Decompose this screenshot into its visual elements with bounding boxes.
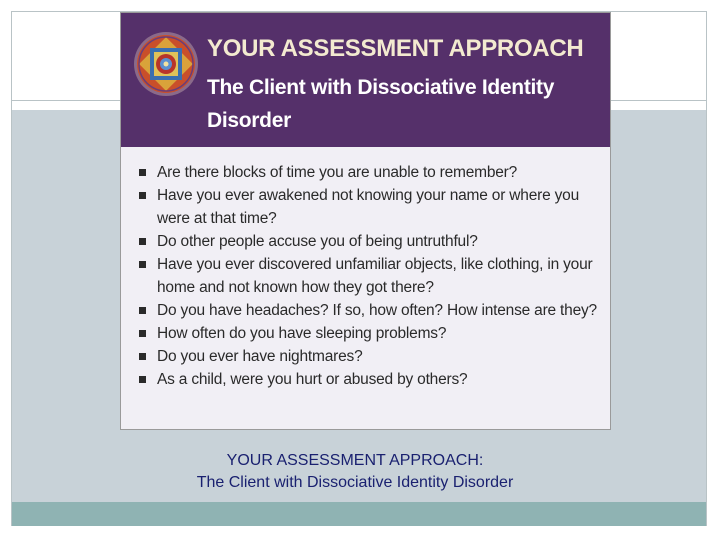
list-item (139, 322, 597, 345)
square-bullet-icon (139, 353, 146, 360)
list-item (139, 230, 597, 253)
square-bullet-icon (139, 261, 146, 268)
question-text: Do you ever have nightmares? (157, 348, 363, 365)
square-bullet-icon (139, 169, 146, 176)
question-text: Have you ever discovered unfamiliar objects, like clothing, in your home and not known how they got there? (157, 256, 593, 296)
list-item (139, 299, 597, 322)
question-list (139, 161, 597, 391)
caption-title: YOUR ASSESSMENT APPROACH: (226, 452, 484, 469)
assessment-card (120, 12, 611, 430)
list-item (139, 161, 597, 184)
list-item (139, 253, 597, 299)
square-bullet-icon (139, 376, 146, 383)
question-text: Do other people accuse you of being untruthful? (157, 233, 478, 250)
list-item (139, 345, 597, 368)
square-bullet-icon (139, 330, 146, 337)
mandala-icon (133, 31, 199, 97)
card-header (121, 13, 610, 147)
card-subtitle: The Client with Dissociative Identity Disorder (207, 76, 555, 132)
question-text: As a child, were you hurt or abused by others? (157, 371, 468, 388)
question-text: Are there blocks of time you are unable to remember? (157, 164, 518, 181)
square-bullet-icon (139, 238, 146, 245)
slide-caption (120, 450, 590, 494)
caption-subtitle: The Client with Dissociative Identity Disorder (196, 474, 514, 491)
card-title: YOUR ASSESSMENT APPROACH (207, 35, 584, 62)
question-text: Have you ever awakened not knowing your name or where you were at that time? (157, 187, 579, 227)
question-text: How often do you have sleeping problems? (157, 325, 447, 342)
footer-bar (12, 502, 706, 526)
list-item (139, 368, 597, 391)
square-bullet-icon (139, 307, 146, 314)
question-text: Do you have headaches? If so, how often? How intense are they? (157, 302, 597, 319)
list-item (139, 184, 597, 230)
square-bullet-icon (139, 192, 146, 199)
